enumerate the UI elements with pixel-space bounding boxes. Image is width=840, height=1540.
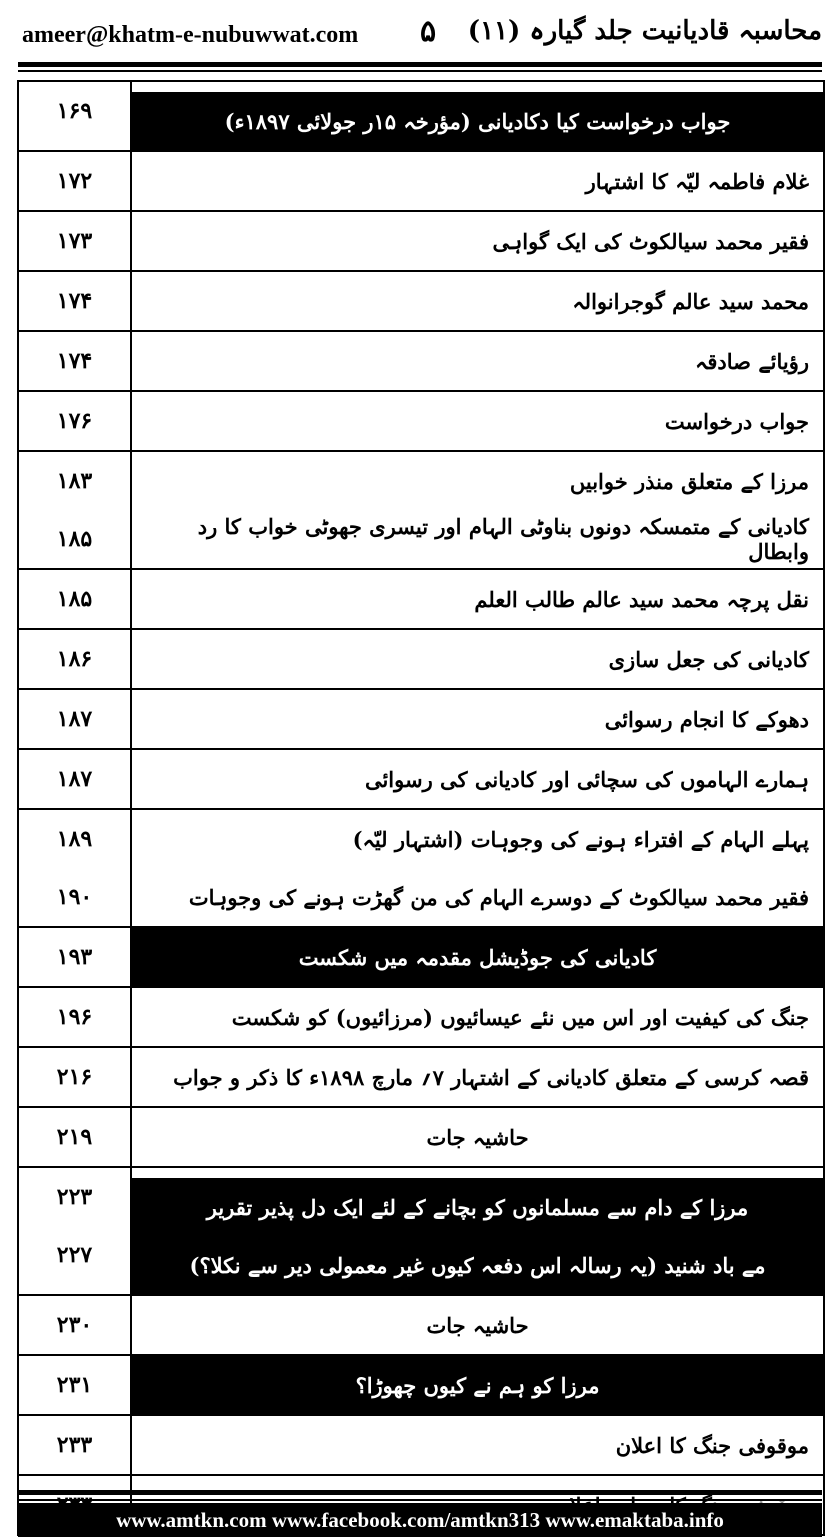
title-column (132, 988, 823, 1046)
toc-group (19, 82, 823, 152)
toc-group (19, 392, 823, 452)
toc-group (19, 1168, 823, 1296)
header-rule-thick (18, 62, 822, 67)
page-number-column (19, 690, 132, 748)
toc-group (19, 988, 823, 1048)
toc-entry-title[interactable]: رؤیائے صادقہ (695, 348, 809, 374)
toc-entry-title[interactable]: ہمارے الہاموں کی سچائی اور کادیانی کی رسوائی (364, 766, 809, 792)
toc-group (19, 928, 823, 988)
toc-group (19, 1356, 823, 1416)
page-number-column (19, 452, 132, 568)
toc-group (19, 332, 823, 392)
table-of-contents (17, 80, 825, 1536)
toc-entry-title[interactable]: مرزا کے دام سے مسلمانوں کو بچانے کے لئے ایک دل پذیر تقریر (206, 1194, 749, 1220)
title-column (132, 1168, 823, 1294)
page-number-column (19, 1356, 132, 1414)
footer-rule-thick (18, 1490, 822, 1495)
toc-group (19, 750, 823, 810)
toc-page-number: ۲۱۹ (56, 1124, 93, 1150)
page-number-column (19, 1168, 132, 1294)
title-column (132, 332, 823, 390)
toc-entry-title[interactable]: پہلے الہام کے افتراء ہونے کی وجوہات (اشتہار لیّہ) (352, 826, 809, 852)
book-title: محاسبہ قادیانیت جلد گیارہ (۱۱) (467, 16, 822, 46)
page-number-column (19, 810, 132, 926)
toc-page-number: ۱۶۹ (56, 98, 93, 124)
page-number-column (19, 1296, 132, 1354)
toc-entry-title[interactable]: مے باد شنید (یہ رسالہ اس دفعہ کیوں غیر معمولی دیر سے نکلا؟) (189, 1252, 766, 1278)
toc-entry-title[interactable]: جواب درخواست (664, 408, 809, 434)
toc-group (19, 272, 823, 332)
title-column (132, 452, 823, 568)
toc-group (19, 630, 823, 690)
toc-entry-title[interactable]: نقل پرچہ محمد سید عالم طالب العلم (474, 586, 809, 612)
title-column (132, 152, 823, 210)
toc-page-number: ۲۲۳ (56, 1184, 93, 1210)
toc-page-number: ۱۹۳ (56, 944, 93, 970)
page-number-column (19, 750, 132, 808)
toc-page-number: ۱۸۶ (56, 646, 93, 672)
toc-entry-title[interactable]: دھوکے کا انجام رسوائی (604, 706, 809, 732)
toc-entry-title[interactable]: کادیانی کی جوڈیشل مقدمہ میں شکست (298, 944, 657, 970)
toc-entry-title[interactable]: مرزا کے متعلق منذر خوابیں (569, 468, 809, 494)
page-number-column (19, 332, 132, 390)
page-number-column (19, 1108, 132, 1166)
header-email: ameer@khatm-e-nubuwwat.com (22, 22, 359, 48)
header-rule-thin (18, 70, 822, 72)
toc-entry-title[interactable]: فقیر محمد سیالکوٹ کے دوسرے الہام کی من گھڑت ہونے کی وجوہات (188, 884, 809, 910)
toc-entry-title[interactable]: فقیر محمد سیالکوٹ کی ایک گواہی (492, 228, 809, 254)
toc-page-number: ۱۷۴ (56, 348, 93, 374)
toc-page-number: ۲۳۱ (56, 1372, 93, 1398)
title-column (132, 928, 823, 986)
toc-group (19, 152, 823, 212)
toc-group (19, 212, 823, 272)
title-column (132, 272, 823, 330)
toc-entry-title[interactable]: قصہ کرسی کے متعلق کادیانی کے اشتہار ۷؍ مارچ ۱۸۹۸ء کا ذکر و جواب (173, 1064, 809, 1090)
toc-page-number: ۱۷۴ (56, 288, 93, 314)
page-number-column (19, 82, 132, 150)
title-column (132, 570, 823, 628)
toc-group (19, 1048, 823, 1108)
title-column (132, 750, 823, 808)
title-column (132, 1416, 823, 1474)
title-column (132, 690, 823, 748)
toc-page-number: ۱۷۳ (56, 228, 93, 254)
title-column (132, 1296, 823, 1354)
toc-page-number: ۱۷۶ (56, 408, 93, 434)
toc-group (19, 690, 823, 750)
page-number-column (19, 1048, 132, 1106)
toc-page-number: ۱۷۲ (56, 168, 93, 194)
page-number-column (19, 152, 132, 210)
toc-group (19, 810, 823, 928)
toc-page-number: ۱۸۵ (56, 586, 93, 612)
toc-entry-title[interactable]: حاشیہ جات (426, 1312, 529, 1338)
page-number-column (19, 212, 132, 270)
title-column (132, 82, 823, 150)
toc-page-number: ۱۸۹ (56, 826, 93, 852)
toc-page-number: ۲۱۶ (56, 1064, 93, 1090)
page-header (18, 12, 822, 58)
toc-entry-title[interactable]: جنگ کی کیفیت اور اس میں نئے عیسائیوں (مرزائیوں) کو شکست (231, 1004, 809, 1030)
title-column (132, 630, 823, 688)
toc-entry-title[interactable]: موقوفی جنگ کا اعلان (615, 1432, 809, 1458)
page-number-column (19, 988, 132, 1046)
page-number-column (19, 570, 132, 628)
page-number-column (19, 272, 132, 330)
footer-links: www.amtkn.com www.facebook.com/amtkn313 www.emaktaba.info (18, 1503, 822, 1537)
toc-page-number: ۱۹۶ (56, 1004, 93, 1030)
footer-rule-thin (18, 1499, 822, 1501)
page-number: ۵ (420, 14, 437, 49)
title-column (132, 1356, 823, 1414)
page-number-column (19, 1416, 132, 1474)
toc-entry-title[interactable]: جواب درخواست کیا دکادیانی (مؤرخہ ۱۵ر جولائی ۱۸۹۷ء) (224, 108, 731, 134)
toc-page-number: ۲۳۳ (56, 1432, 93, 1458)
toc-entry-title[interactable]: حاشیہ جات (426, 1124, 529, 1150)
toc-group (19, 452, 823, 570)
title-column (132, 212, 823, 270)
toc-entry-title[interactable]: کادیانی کے متمسکہ دونوں بناوٹی الہام اور تیسری جھوٹی خواب کا رد وابطال (197, 514, 809, 564)
toc-page-number: ۱۸۷ (56, 706, 93, 732)
toc-page-number: ۲۳۰ (56, 1312, 93, 1338)
page-number-column (19, 928, 132, 986)
page-number-column (19, 630, 132, 688)
toc-entry-title[interactable]: محمد سید عالم گوجرانوالہ (572, 288, 809, 314)
title-column (132, 810, 823, 926)
toc-entry-title[interactable]: غلام فاطمہ لیّہ کا اشتہار (585, 168, 809, 194)
toc-page-number: ۱۹۰ (56, 884, 93, 910)
page-number-column (19, 392, 132, 450)
toc-entry-title[interactable]: کادیانی کی جعل سازی (608, 646, 809, 672)
title-column (132, 392, 823, 450)
toc-page-number: ۱۸۳ (56, 468, 93, 494)
title-column (132, 1048, 823, 1106)
toc-page-number: ۱۸۵ (56, 526, 93, 552)
toc-page-number: ۲۲۷ (56, 1242, 93, 1268)
toc-page-number: ۱۸۷ (56, 766, 93, 792)
toc-group (19, 1416, 823, 1476)
toc-group (19, 570, 823, 630)
toc-entry-title[interactable]: مرزا کو ہم نے کیوں چھوڑا؟ (355, 1372, 600, 1398)
toc-group (19, 1108, 823, 1168)
title-column (132, 1108, 823, 1166)
toc-group (19, 1296, 823, 1356)
